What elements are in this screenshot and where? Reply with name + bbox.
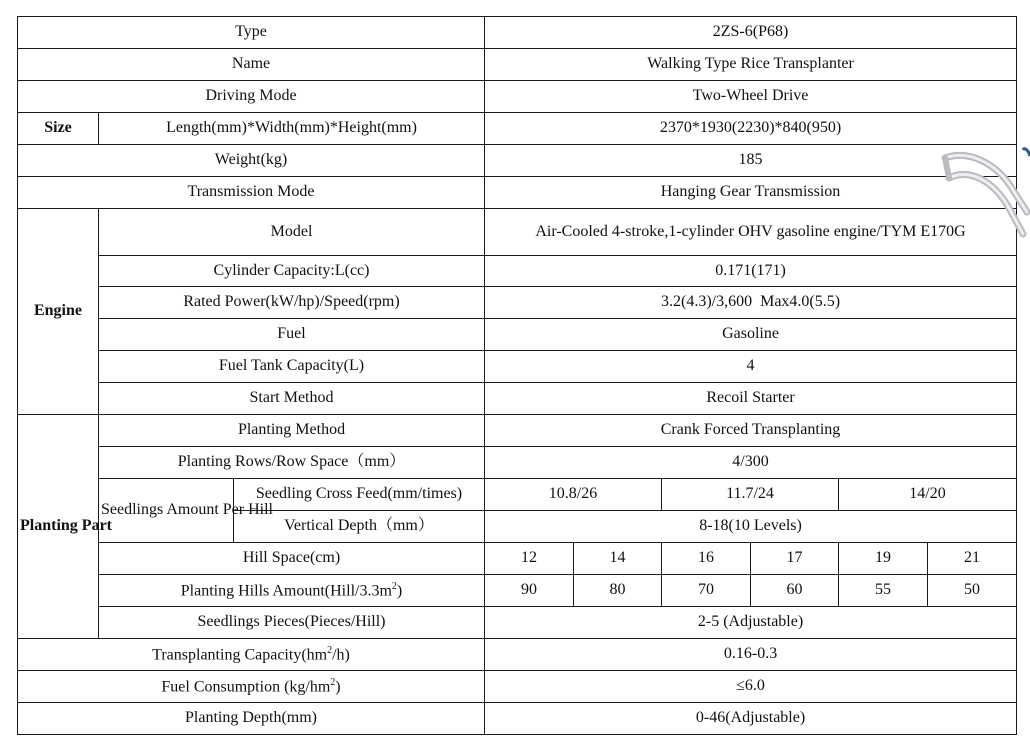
hill-space-value: 16 xyxy=(662,543,751,575)
cylinder-capacity-label: Cylinder Capacity:L(cc) xyxy=(99,256,485,287)
table-row xyxy=(18,49,1017,81)
hills-amount-label-sup: 2 xyxy=(391,580,397,592)
transplanting-capacity-label xyxy=(18,639,485,671)
table-row xyxy=(18,145,1017,177)
fuel-value: Gasoline xyxy=(485,319,1017,351)
planting-group-label: Planting Part xyxy=(18,415,99,639)
engine-model-label: Model xyxy=(99,209,485,256)
table-row xyxy=(18,17,1017,49)
capacity-label-sup: 2 xyxy=(327,644,333,656)
hills-amount-label xyxy=(99,575,485,607)
planting-method-label: Planting Method xyxy=(99,415,485,447)
size-label: Length(mm)*Width(mm)*Height(mm) xyxy=(99,113,485,145)
table-row xyxy=(18,671,1017,703)
hills-amount-value: 55 xyxy=(839,575,928,607)
consumption-label-text: Fuel Consumption (kg/hm xyxy=(161,677,331,695)
cylinder-capacity-value: 0.171(171) xyxy=(485,256,1017,287)
table-row xyxy=(18,639,1017,671)
capacity-label-text: Transplanting Capacity(hm xyxy=(152,645,328,663)
vertical-depth-value: 8-18(10 Levels) xyxy=(485,511,1017,543)
hill-space-value: 21 xyxy=(928,543,1017,575)
driving-mode-label: Driving Mode xyxy=(18,81,485,113)
transmission-value: Hanging Gear Transmission xyxy=(485,177,1017,209)
consumption-label-end: ) xyxy=(335,677,341,695)
table-row xyxy=(18,319,1017,351)
hill-space-label: Hill Space(cm) xyxy=(99,543,485,575)
seedlings-pieces-label: Seedlings Pieces(Pieces/Hill) xyxy=(99,607,485,639)
size-group-label: Size xyxy=(18,113,99,145)
vertical-depth-label: Vertical Depth（mm） xyxy=(234,511,485,543)
name-value: Walking Type Rice Transplanter xyxy=(485,49,1017,81)
table-row xyxy=(18,415,1017,447)
hills-amount-value: 60 xyxy=(751,575,839,607)
fuel-tank-value: 4 xyxy=(485,351,1017,383)
rated-power-label: Rated Power(kW/hp)/Speed(rpm) xyxy=(99,287,485,319)
table-row xyxy=(18,113,1017,145)
hills-amount-label-text: Planting Hills Amount(Hill/3.3m xyxy=(180,581,392,599)
fuel-consumption-value: ≤6.0 xyxy=(485,671,1017,703)
transplanting-capacity-value: 0.16-0.3 xyxy=(485,639,1017,671)
engine-model-value: Air-Cooled 4-stroke,1-cylinder OHV gasoline engine/TYM E170G xyxy=(485,209,1017,256)
table-row xyxy=(18,447,1017,479)
start-method-label: Start Method xyxy=(99,383,485,415)
capacity-label-end: /h) xyxy=(332,645,350,663)
hills-amount-value: 90 xyxy=(485,575,574,607)
hill-space-value: 12 xyxy=(485,543,574,575)
table-row xyxy=(18,479,1017,511)
planting-method-value: Crank Forced Transplanting xyxy=(485,415,1017,447)
seedlings-pieces-value: 2-5 (Adjustable) xyxy=(485,607,1017,639)
start-method-value: Recoil Starter xyxy=(485,383,1017,415)
rated-power-value: 3.2(4.3)/3,600 Max4.0(5.5) xyxy=(485,287,1017,319)
table-row xyxy=(18,607,1017,639)
planting-rows-value: 4/300 xyxy=(485,447,1017,479)
table-row xyxy=(18,256,1017,287)
consumption-label-sup: 2 xyxy=(330,676,336,688)
cross-feed-value: 14/20 xyxy=(839,479,1017,511)
spec-table xyxy=(17,16,1017,735)
table-row xyxy=(18,209,1017,256)
hill-space-value: 19 xyxy=(839,543,928,575)
fuel-label: Fuel xyxy=(99,319,485,351)
type-label: Type xyxy=(18,17,485,49)
type-value: 2ZS-6(P68) xyxy=(485,17,1017,49)
weight-value: 185 xyxy=(485,145,1017,177)
table-row xyxy=(18,351,1017,383)
planting-depth-label: Planting Depth(mm) xyxy=(18,703,485,735)
hill-space-value: 14 xyxy=(574,543,662,575)
hill-space-value: 17 xyxy=(751,543,839,575)
hills-amount-label-end: ) xyxy=(396,581,403,599)
fuel-tank-label: Fuel Tank Capacity(L) xyxy=(99,351,485,383)
hills-amount-value: 50 xyxy=(928,575,1017,607)
weight-label: Weight(kg) xyxy=(18,145,485,177)
table-row xyxy=(18,703,1017,735)
cross-feed-value: 11.7/24 xyxy=(662,479,839,511)
planting-rows-label: Planting Rows/Row Space（mm） xyxy=(99,447,485,479)
cross-feed-value: 10.8/26 xyxy=(485,479,662,511)
table-row xyxy=(18,177,1017,209)
hills-amount-value: 70 xyxy=(662,575,751,607)
transmission-label: Transmission Mode xyxy=(18,177,485,209)
name-label: Name xyxy=(18,49,485,81)
hills-amount-value: 80 xyxy=(574,575,662,607)
table-row xyxy=(18,81,1017,113)
table-row xyxy=(18,287,1017,319)
planting-depth-value: 0-46(Adjustable) xyxy=(485,703,1017,735)
table-row xyxy=(18,383,1017,415)
fuel-consumption-label xyxy=(18,671,485,703)
seedlings-amount-label: Seedlings Amount Per Hill xyxy=(99,479,234,543)
cross-feed-label: Seedling Cross Feed(mm/times) xyxy=(234,479,485,511)
table-row xyxy=(18,543,1017,575)
size-value: 2370*1930(2230)*840(950) xyxy=(485,113,1017,145)
driving-mode-value: Two-Wheel Drive xyxy=(485,81,1017,113)
table-row xyxy=(18,575,1017,607)
engine-group-label: Engine xyxy=(18,209,99,415)
